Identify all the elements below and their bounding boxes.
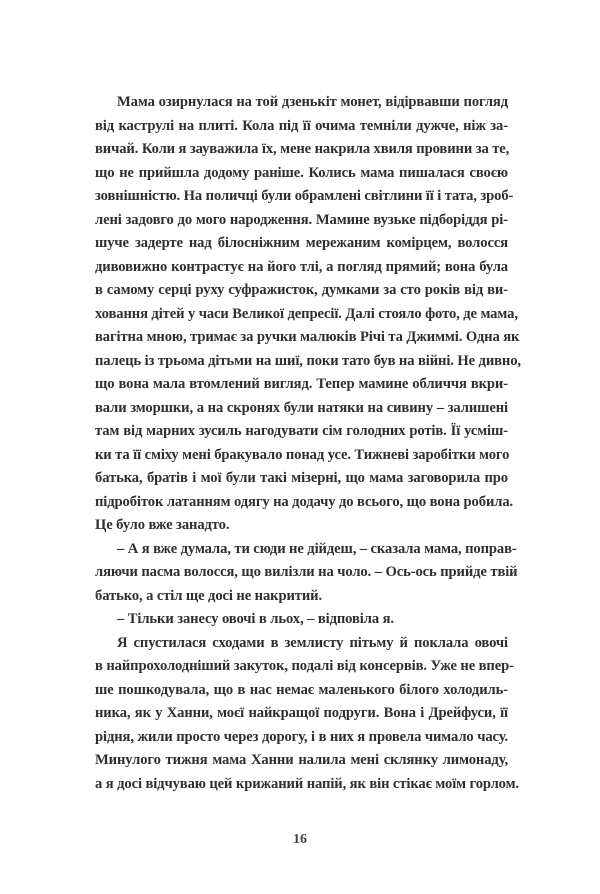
text-line: що вона мала втомлений вигляд. Тепер мамине обличчя вкри- xyxy=(95,376,508,392)
text-line: що не прийшла додому раніше. Колись мама пишалася своєю xyxy=(95,164,508,181)
text-line: ляючи пасма волосся, що вилізли на чоло. – Ось-ось прийде твій xyxy=(95,564,518,580)
text-line: – А я вже думала, ти сюди не дійдеш, – сказала мама, поправ- xyxy=(117,540,517,557)
text-line: рідня, жили просто через дорогу, і в них я провела чимало часу. xyxy=(95,728,508,745)
page-number: 16 xyxy=(293,832,307,847)
body-text xyxy=(95,91,521,796)
text-line: ника, як у Ханни, моєї найкращої подруги. Вона і Дрейфуси, її xyxy=(95,705,508,721)
text-line: ки та її сміху мені бракувало понад усе. Тижневі заробітки мого xyxy=(95,446,510,463)
text-line: від каструлі на плиті. Кола під її очима темніли дужче, ніж за- xyxy=(95,117,508,134)
text-line: в самому серці руху суфражисток, думками за сто років від ви- xyxy=(95,282,508,298)
text-line: – Тільки занесу овочі в льох, – відповіла я. xyxy=(117,611,394,627)
text-line: вагітна мною, тримає за ручки малюків Річі та Джиммі. Одна як xyxy=(95,329,520,345)
text-line: а я досі відчуваю цей крижаний напій, як він стікає моїм горлом. xyxy=(95,775,519,792)
text-line: батько, а стіл ще досі не накритий. xyxy=(95,587,323,604)
text-line: Минулого тижня мама Ханни налила мені склянку лимонаду, xyxy=(95,752,508,768)
text-line: батька, братів і мої були такі мізерні, що мама заговорила про xyxy=(95,470,508,486)
text-line: шуче задерте над білосніжним мережаним комірцем, волосся xyxy=(95,235,508,251)
text-line: лені задовго до мого народження. Мамине вузьке підборіддя рі- xyxy=(95,211,508,228)
text-line: ше пошкодувала, що в нас немає маленького білого холодиль- xyxy=(95,681,508,698)
text-line: Мама озирнулася на той дзенькіт монет, відірвавши погляд xyxy=(117,94,508,110)
text-line: ховання дітей у часи Великої депресії. Далі стояло фото, де мама, xyxy=(95,305,518,322)
text-line: вали зморшки, а на скронях були натяки на сивину – залишені xyxy=(95,399,508,416)
text-line: дивовижно контрастує на його тлі, а погляд прямий; вона була xyxy=(95,258,508,275)
text-line: там від марних зусиль нагодувати сім голодних ротів. Її усміш- xyxy=(95,423,508,439)
text-line: зовнішністю. На поличці були обрамлені світлини її і тата, зроб- xyxy=(95,188,514,204)
text-line: в найпрохолодніший закуток, подалі від консервів. Уже не впер- xyxy=(95,658,514,674)
text-line: палець із трьома дітьми на шиї, поки тато був на війні. Не дивно, xyxy=(95,352,521,369)
text-line: Я спустилася сходами в землисту пітьму й поклала овочі xyxy=(117,634,508,651)
text-line: Це було вже занадто. xyxy=(95,517,230,533)
text-line: вичай. Коли я зауважила їх, мене накрила хвиля провини за те, xyxy=(95,141,510,157)
text-line: підробіток латанням одягу на додачу до всього, що вона робила. xyxy=(95,493,514,510)
